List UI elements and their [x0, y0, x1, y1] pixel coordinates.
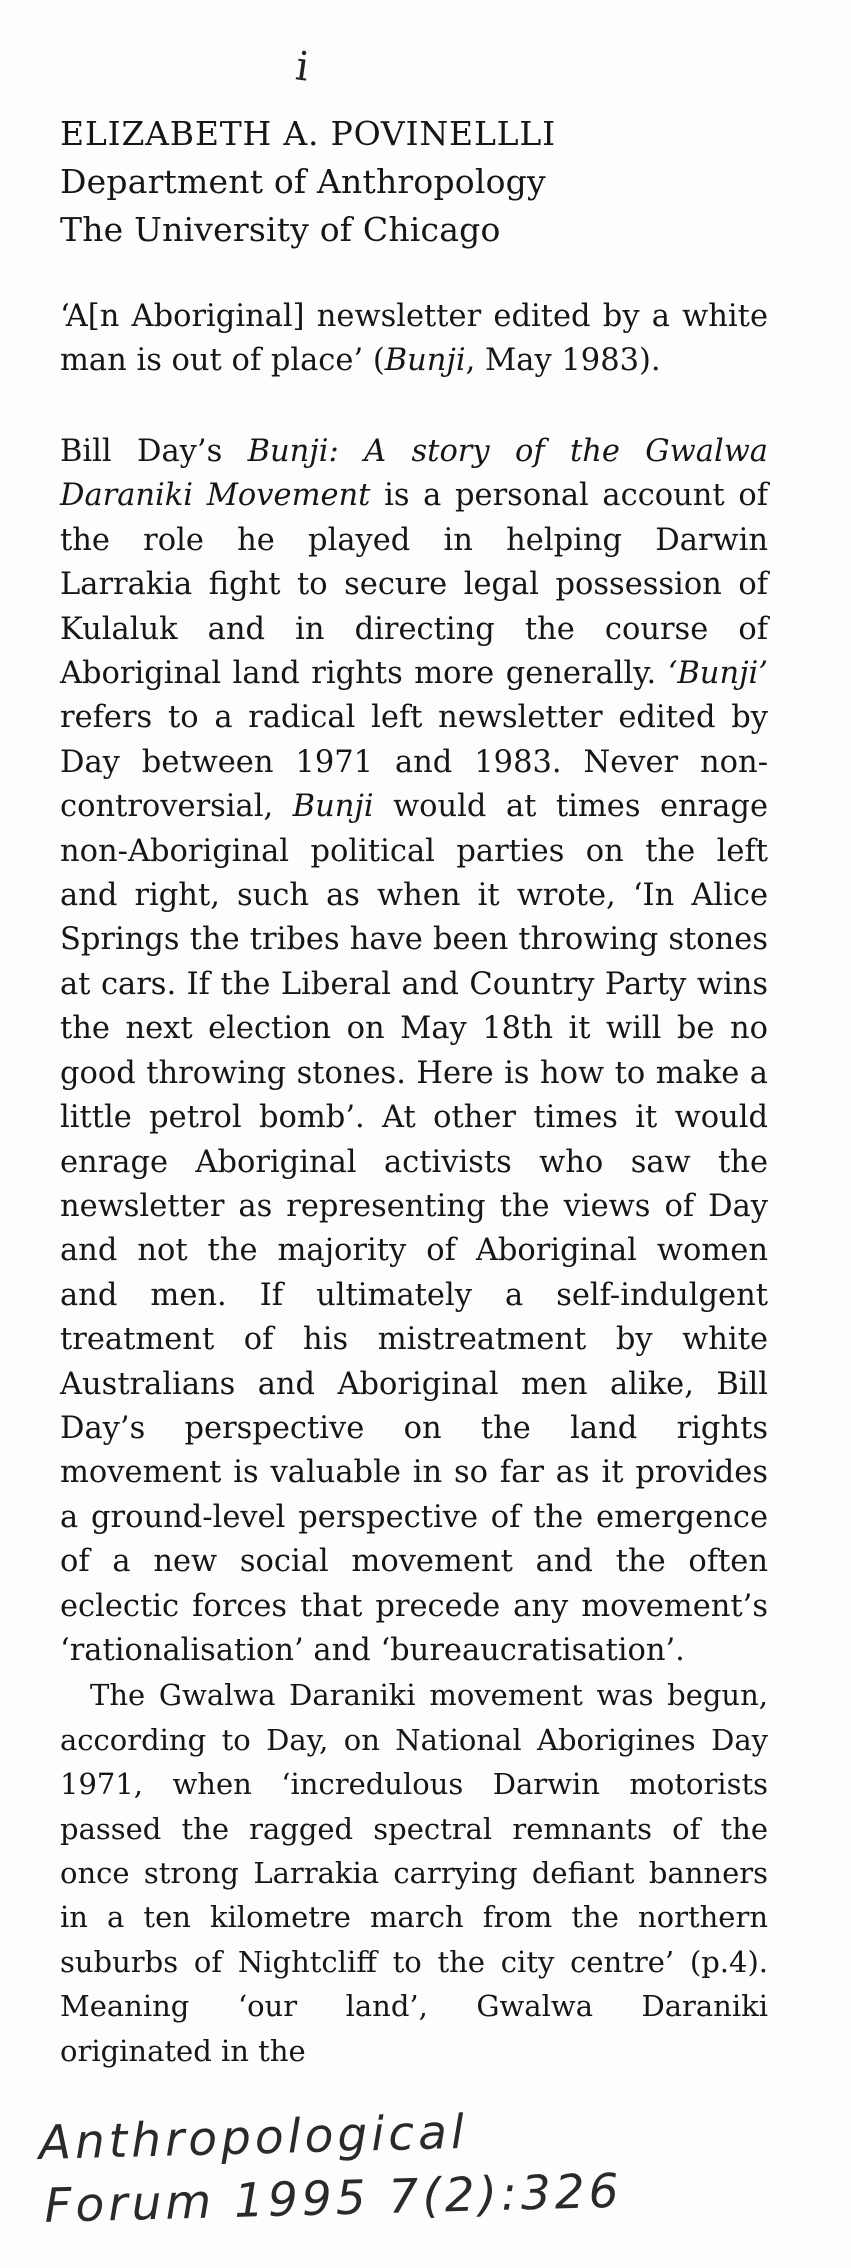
- epigraph-source-date: , May 1983).: [465, 343, 661, 378]
- body-paragraph-1: [60, 430, 768, 1673]
- body-text-span: refers to a radical left newsletter edited by Day between 1971 and 1983. Never non-controversial,: [60, 700, 768, 825]
- epigraph: [60, 295, 768, 383]
- handwritten-citation: [38, 2091, 841, 2238]
- epigraph-source-title: Bunji: [384, 343, 466, 378]
- handwritten-line-1: Anthropological: [38, 2104, 469, 2171]
- author-block: [60, 110, 780, 254]
- author-institution: The University of Chicago: [60, 210, 501, 249]
- newsletter-title: Bunji: [292, 789, 374, 825]
- body-text-span: would at times enrage non-Aboriginal political parties on the left and right, such as when it wrote, ‘In Alice Springs the tribes have been throwing stones at cars. If the Liberal and Country Party wins the next election on May 18th it will be no good throwing stones. Here is how to make a little petrol bomb’. At other times it would enrage Aboriginal activists who saw the newsletter as representing the views of Day and not the majority of Aboriginal women and men. If ultimately a self-indulgent treatment of his mistreatment by white Australians and Aboriginal men alike, Bill Day’s perspective on the land rights movement is valuable in so far as it provides a ground-level perspective of the emergence of a new social movement and the often eclectic forces that precede any movement’s ‘rationalisation’ and ‘bureaucratisation’.: [60, 789, 768, 1668]
- body-text-span: is a personal account of the role he played in helping Darwin Larrakia fight to secure legal possession of Kulaluk and in directing the course of Aboriginal land rights more generally.: [60, 478, 768, 692]
- author-name: ELIZABETH A. POVINELLLI: [60, 114, 556, 153]
- newsletter-title: ‘Bunji’: [667, 656, 768, 692]
- handwritten-line-2: Forum 1995 7(2):326: [43, 2163, 624, 2234]
- page-mark: i: [292, 43, 312, 91]
- review-body: [60, 430, 768, 2073]
- author-department: Department of Anthropology: [60, 162, 546, 201]
- body-paragraph-2: The Gwalwa Daraniki movement was begun, according to Day, on National Aborigines Day 1971, when ‘incredulous Darwin motorists passed the ragged spectral remnants of the once strong Larrakia carrying defiant banners in a ten kilometre march from the northern suburbs of Nightcliff to the city centre’ (p.4). Meaning ‘our land’, Gwalwa Daraniki originated in the: [60, 1678, 768, 2068]
- body-text-span: Bill Day’s: [60, 434, 248, 469]
- epigraph-quote: ‘A[n Aboriginal] newsletter edited by a white man is out of place’ (: [60, 299, 768, 378]
- book-title: Bunji: A story of the Gwalwa Daraniki Movement: [60, 434, 768, 514]
